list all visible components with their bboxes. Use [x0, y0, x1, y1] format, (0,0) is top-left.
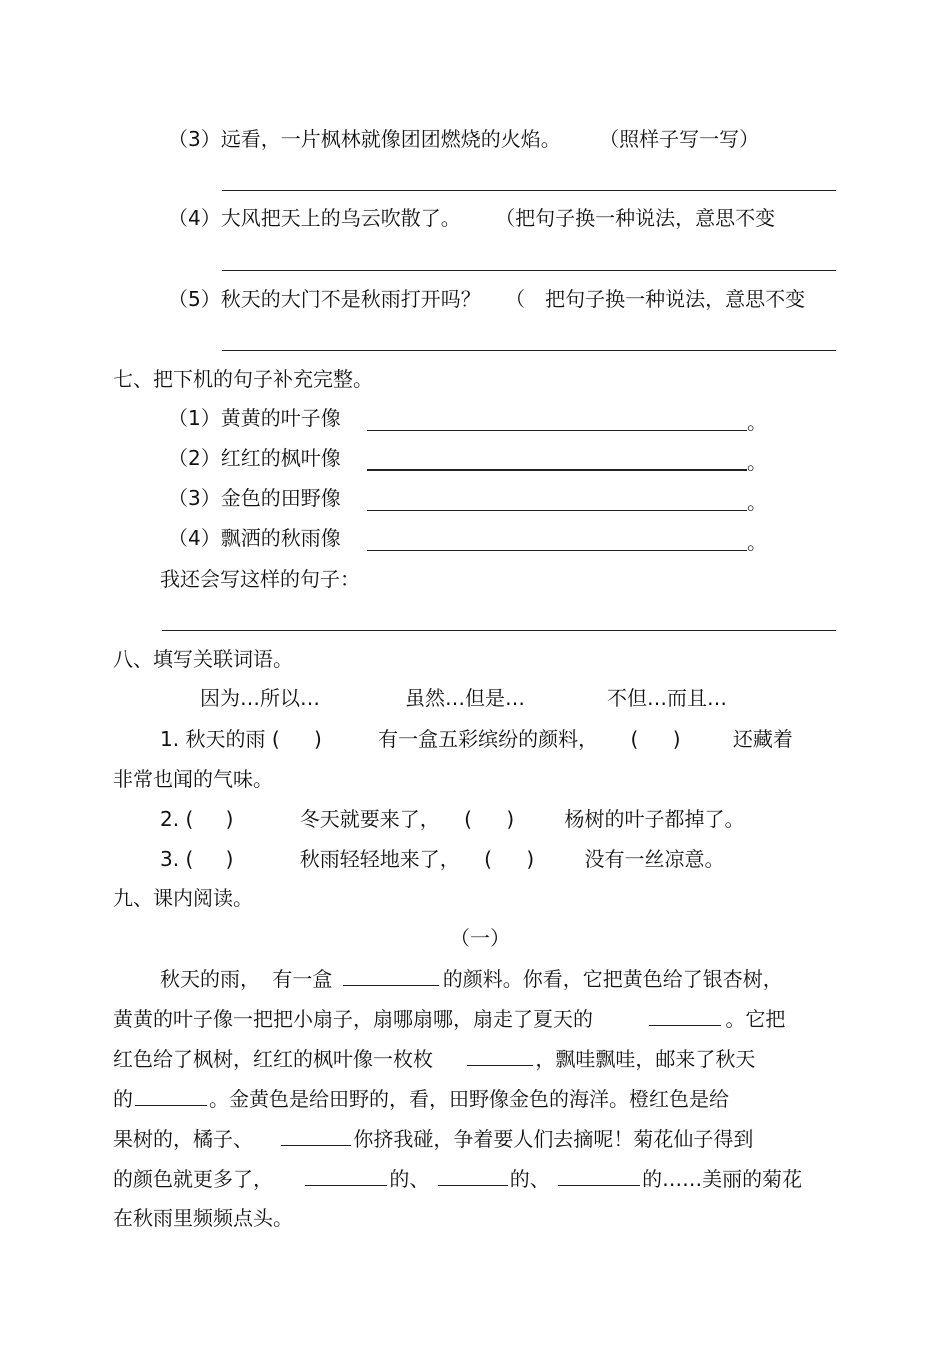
extra-prompt: 我还会写这样的句子： — [160, 567, 360, 591]
blank-4[interactable] — [135, 1086, 207, 1106]
q6-4: （4）大风把天上的乌云吹散了。 （把句子换一种说法，意思不变 — [168, 206, 776, 230]
q8-1-cont: 非常也闻的气味。 — [113, 767, 273, 791]
blank-5[interactable] — [281, 1126, 351, 1146]
q6-5: （5）秋天的大门不是秋雨打开吗？ （ 把句子换一种说法，意思不变 — [168, 287, 806, 311]
blank-8[interactable] — [558, 1166, 640, 1186]
q7-3: （3）金色的田野像 — [168, 486, 341, 510]
passage-line-5: 果树的，橘子、 你挤我碰，争着要人们去摘呢！菊花仙子得到 — [113, 1127, 754, 1151]
passage-line-6: 的颜色就更多了， 的、 的、 的……美丽的菊花 — [113, 1167, 803, 1191]
q7-2: （2）红红的枫叶像 — [168, 446, 341, 470]
section9-title: 九、课内阅读。 — [113, 886, 253, 910]
passage-number: （一） — [450, 926, 510, 950]
q7-4: （4）飘洒的秋雨像 — [168, 526, 341, 550]
period: 。 — [747, 530, 767, 554]
q6-3: （3）远看，一片枫林就像团团燃烧的火焰。 （照样子写一写） — [168, 127, 760, 151]
q8-2: 2. ( ) 冬天就要来了， ( ) 杨树的叶子都掉了。 — [160, 807, 745, 831]
answer-line-6-3[interactable] — [222, 190, 836, 191]
section7-title: 七、把下机的句子补充完整。 — [113, 367, 373, 391]
blank-6[interactable] — [305, 1166, 387, 1186]
answer-line-7-extra[interactable] — [162, 630, 836, 631]
conjunction-option: 虽然…但是… — [405, 686, 525, 710]
passage-line-4: 的 。金黄色是给田野的，看，田野像金色的海洋。橙红色是给 — [113, 1087, 729, 1111]
blank-1[interactable] — [343, 966, 439, 986]
blank-7[interactable] — [438, 1166, 508, 1186]
period: 。 — [747, 450, 767, 474]
q8-1: 1. 秋天的雨 ( ) 有一盒五彩缤纷的颜料， ( ) 还藏着 — [160, 727, 793, 751]
answer-line-7-4[interactable] — [367, 550, 747, 551]
q7-1: （1）黄黄的叶子像 — [168, 406, 341, 430]
passage-line-2: 黄黄的叶子像一把把小扇子，扇哪扇哪，扇走了夏天的 。它把 — [113, 1007, 786, 1031]
section8-title: 八、填写关联词语。 — [113, 647, 293, 671]
conjunction-option: 不但…而且… — [607, 686, 727, 710]
period: 。 — [747, 490, 767, 514]
passage-line-7: 在秋雨里频频点头。 — [113, 1206, 293, 1230]
q8-3: 3. ( ) 秋雨轻轻地来了， ( ) 没有一丝凉意。 — [160, 847, 725, 871]
period: 。 — [747, 410, 767, 434]
conjunction-option: 因为…所以… — [200, 686, 320, 710]
passage-line-3: 红色给了枫树，红红的枫叶像一枚枚 ，飘哇飘哇，邮来了秋天 — [113, 1047, 756, 1071]
blank-2[interactable] — [649, 1006, 721, 1026]
blank-3[interactable] — [467, 1046, 533, 1066]
answer-line-7-3[interactable] — [367, 510, 747, 511]
answer-line-7-2[interactable] — [367, 469, 747, 471]
answer-line-7-1[interactable] — [367, 430, 747, 431]
passage-line-1: 秋天的雨， 有一盒 的颜料。你看，它把黄色给了银杏树， — [160, 967, 783, 991]
answer-line-6-5[interactable] — [222, 350, 836, 351]
answer-line-6-4[interactable] — [222, 270, 836, 271]
